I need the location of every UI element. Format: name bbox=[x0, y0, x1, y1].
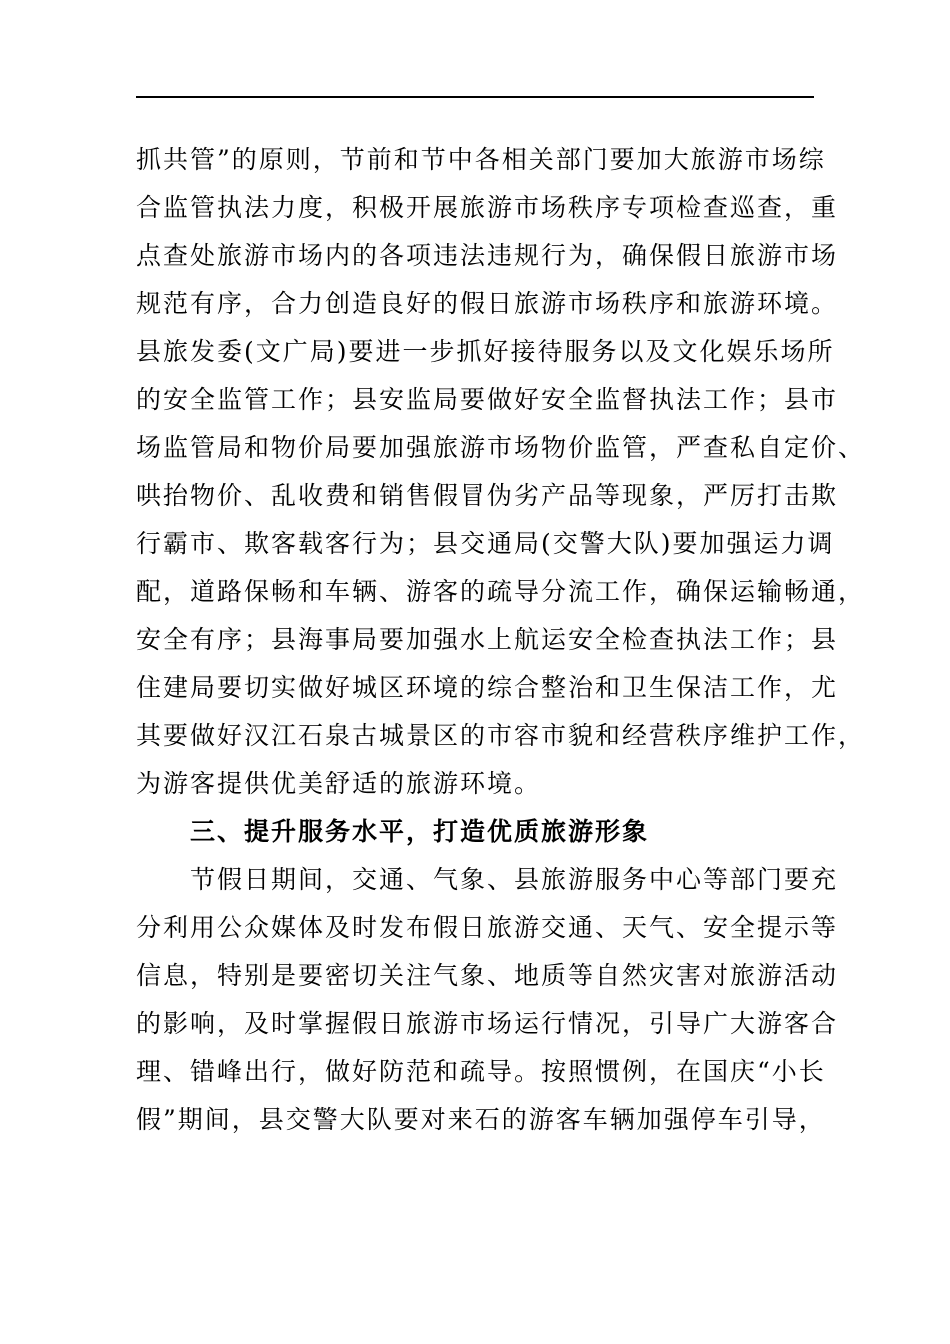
paragraph-line: 其要做好汉江石泉古城景区的市容市貌和经营秩序维护工作， bbox=[136, 721, 866, 750]
paragraph-line: 节假日期间，交通、气象、县旅游服务中心等部门要充 bbox=[190, 865, 839, 894]
paragraph-line: 哄抬物价、乱收费和销售假冒伪劣产品等现象，严厉打击欺 bbox=[136, 481, 839, 510]
section-heading: 三、提升服务水平，打造优质旅游形象 bbox=[190, 817, 650, 846]
paragraph-line: 假”期间，县交警大队要对来石的游客车辆加强停车引导， bbox=[136, 1105, 826, 1134]
paragraph-line: 配，道路保畅和车辆、游客的疏导分流工作，确保运输畅通， bbox=[136, 577, 866, 606]
paragraph-line: 的安全监管工作；县安监局要做好安全监督执法工作；县市 bbox=[136, 385, 839, 414]
paragraph-line: 的影响，及时掌握假日旅游市场运行情况，引导广大游客合 bbox=[136, 1009, 839, 1038]
paragraph-line: 合监管执法力度，积极开展旅游市场秩序专项检查巡查，重 bbox=[136, 193, 839, 222]
paragraph-line: 信息，特别是要密切关注气象、地质等自然灾害对旅游活动 bbox=[136, 961, 839, 990]
header-rule bbox=[136, 96, 814, 98]
paragraph-line: 点查处旅游市场内的各项违法违规行为，确保假日旅游市场 bbox=[136, 241, 839, 270]
paragraph-line: 为游客提供优美舒适的旅游环境。 bbox=[136, 769, 542, 798]
paragraph-line: 行霸市、欺客载客行为；县交通局(交警大队)要加强运力调 bbox=[136, 529, 835, 558]
paragraph-line: 安全有序；县海事局要加强水上航运安全检查执法工作；县 bbox=[136, 625, 839, 654]
paragraph-line: 理、错峰出行，做好防范和疏导。按照惯例，在国庆“小长 bbox=[136, 1057, 826, 1086]
paragraph-line: 规范有序，合力创造良好的假日旅游市场秩序和旅游环境。 bbox=[136, 289, 839, 318]
paragraph-line: 分利用公众媒体及时发布假日旅游交通、天气、安全提示等 bbox=[136, 913, 839, 942]
paragraph-line: 抓共管”的原则，节前和节中各相关部门要加大旅游市场综 bbox=[136, 145, 826, 174]
document-body bbox=[136, 144, 866, 1152]
paragraph-line: 住建局要切实做好城区环境的综合整治和卫生保洁工作，尤 bbox=[136, 673, 839, 702]
paragraph-line: 场监管局和物价局要加强旅游市场物价监管，严查私自定价、 bbox=[136, 433, 866, 462]
paragraph-line: 县旅发委(文广局)要进一步抓好接待服务以及文化娱乐场所 bbox=[136, 337, 835, 366]
